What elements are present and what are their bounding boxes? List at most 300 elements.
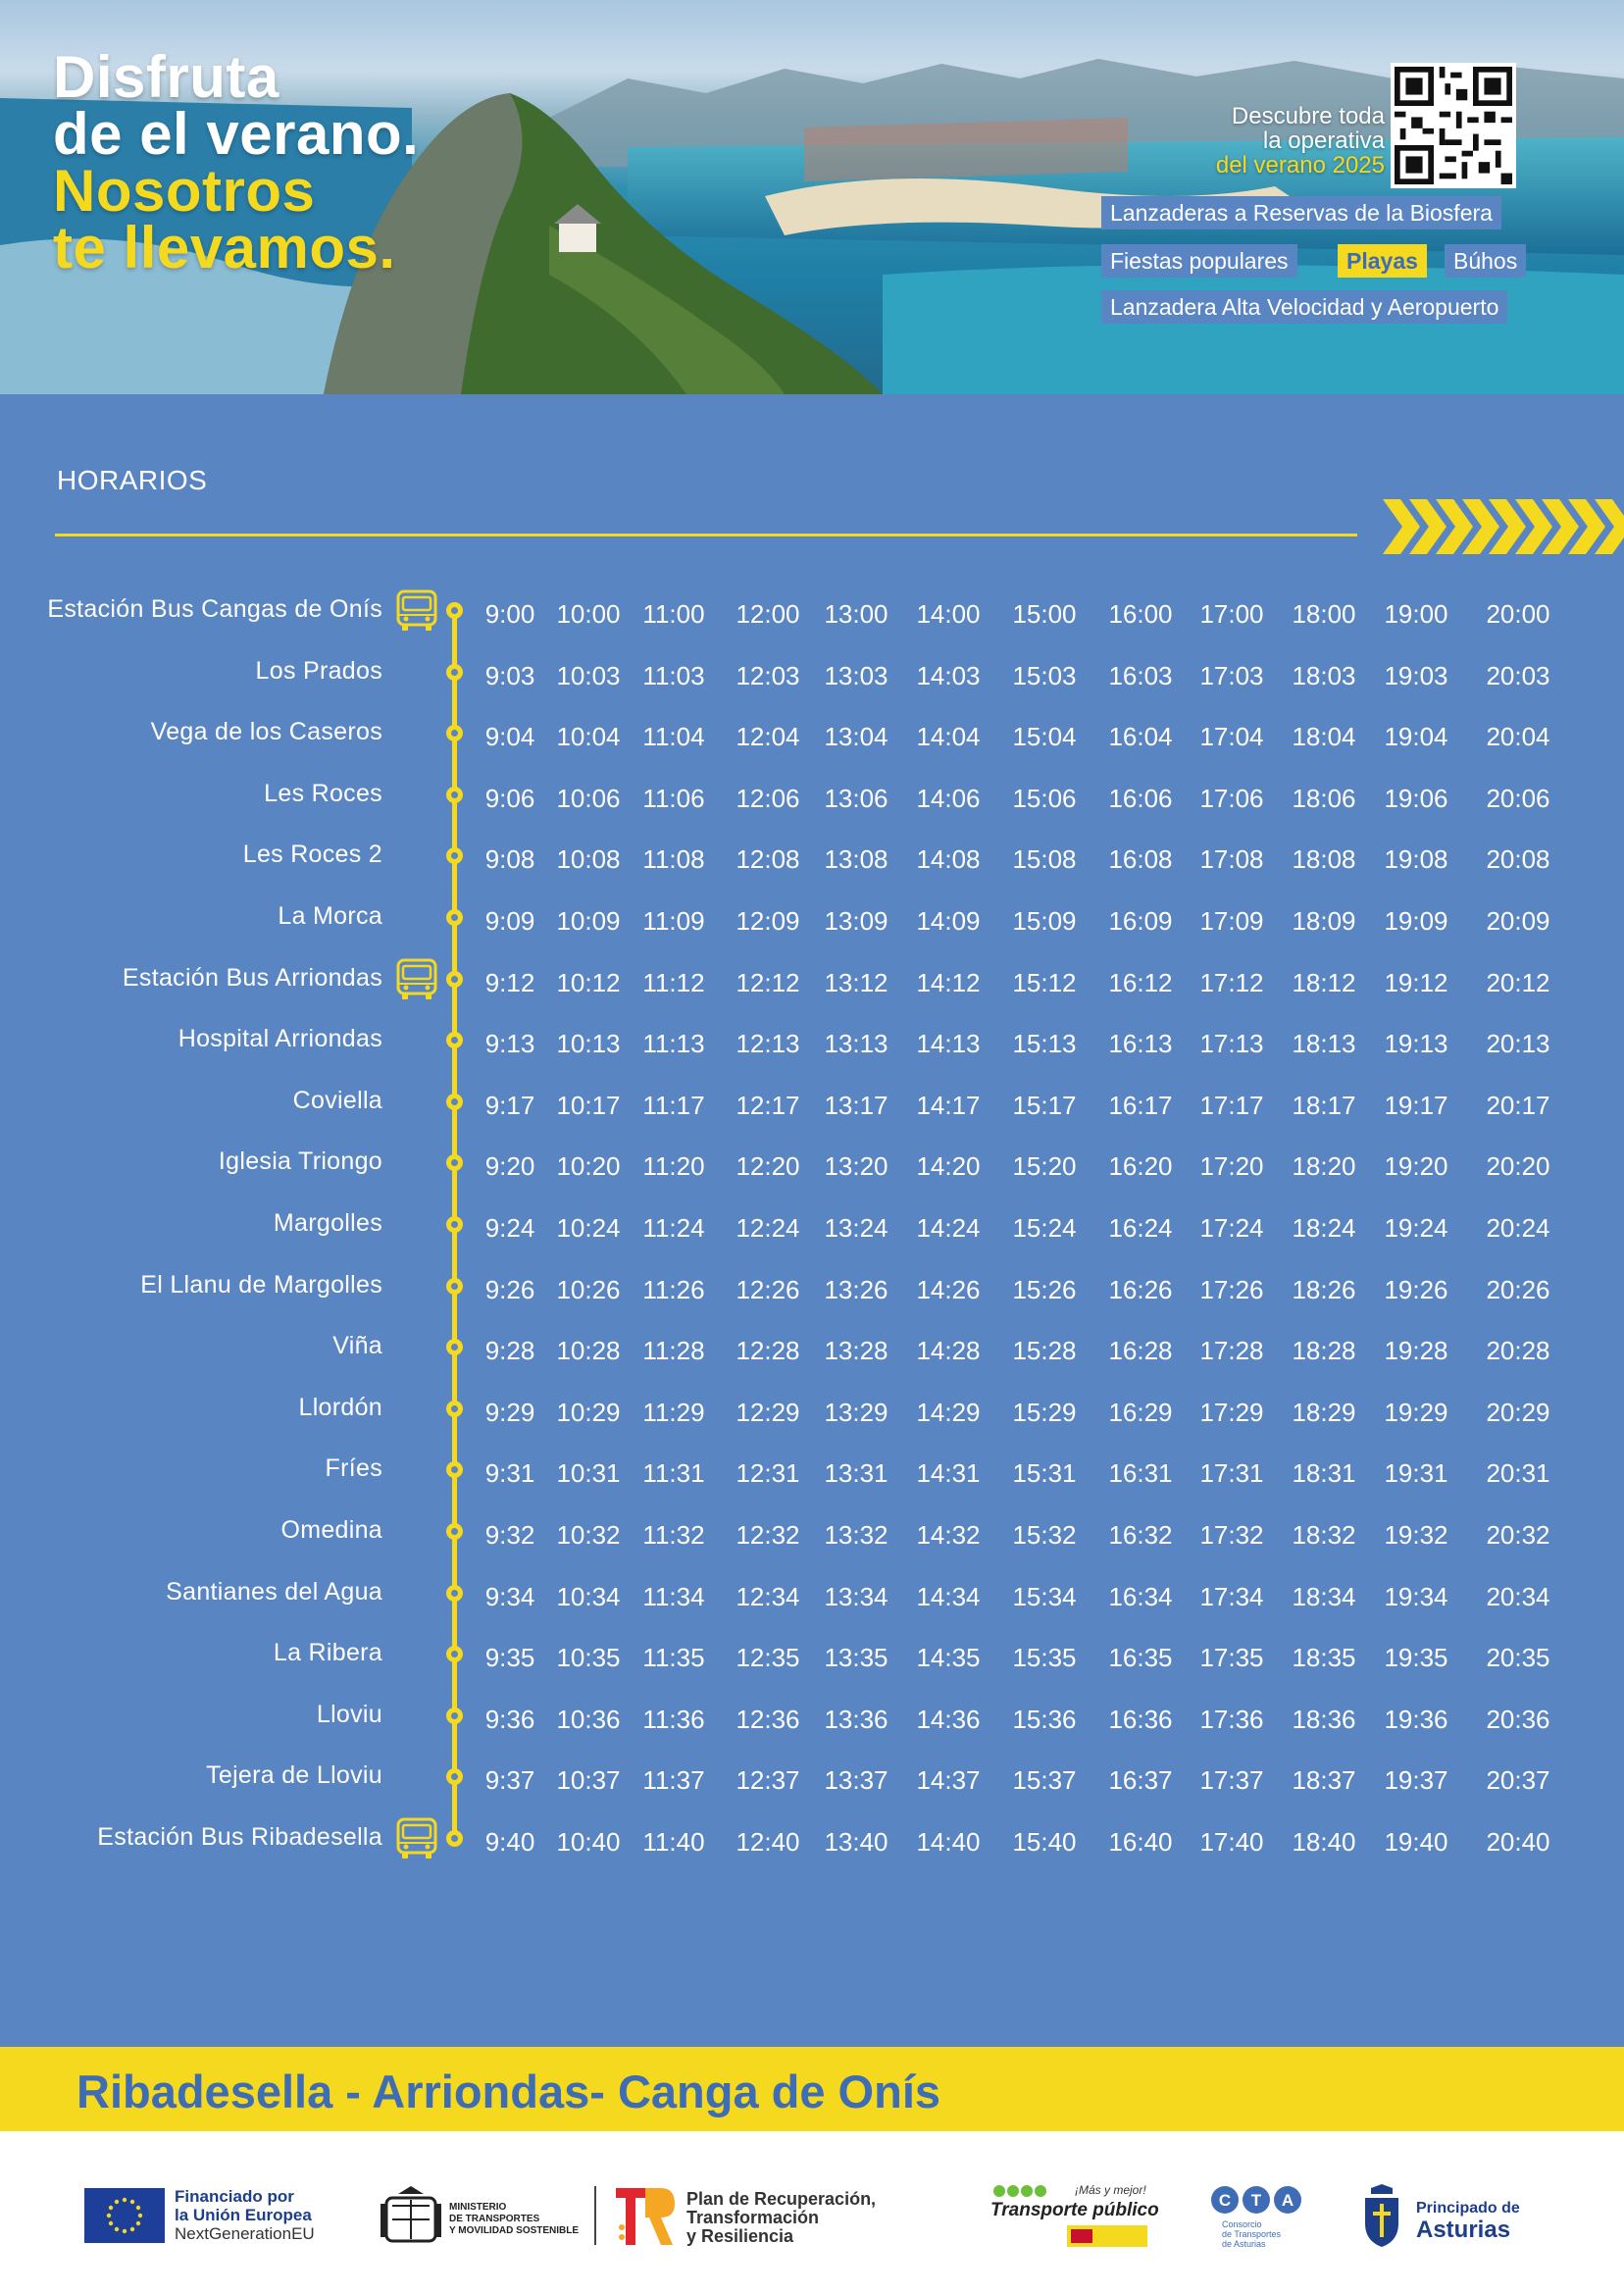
- route-title: Ribadesella - Arriondas- Canga de Onís: [76, 2065, 941, 2117]
- sponsor-logos: [0, 2131, 1624, 2294]
- departure-time: 17:29: [1199, 1397, 1264, 1427]
- departure-time: 9:20: [484, 1151, 535, 1182]
- departure-time: 18:26: [1292, 1274, 1356, 1304]
- link-lanzadera-alta-velocidad[interactable]: Lanzadera Alta Velocidad y Aeropuerto: [1101, 290, 1507, 324]
- departure-time: 9:36: [484, 1704, 535, 1734]
- qr-code-icon[interactable]: [1391, 63, 1516, 188]
- departure-time: 9:04: [484, 722, 535, 752]
- departure-time: 14:29: [916, 1397, 981, 1427]
- departure-time: 11:08: [642, 844, 705, 875]
- link-fiestas-populares[interactable]: Fiestas populares: [1101, 244, 1297, 278]
- departure-time: 19:34: [1384, 1581, 1448, 1611]
- stop-name: Estación Bus Cangas de Onís: [47, 595, 382, 623]
- departure-time: 12:24: [736, 1213, 800, 1243]
- departure-time: 20:37: [1486, 1765, 1550, 1796]
- departure-time: 18:06: [1292, 783, 1356, 813]
- departure-time: 14:26: [916, 1274, 981, 1304]
- section-title: HORARIOS: [57, 465, 208, 495]
- departure-time: 16:20: [1108, 1151, 1173, 1182]
- departure-time: 20:31: [1486, 1458, 1550, 1489]
- plan-line2: Transformación: [686, 2208, 820, 2227]
- ministerio-line3: Y MOVILIDAD SOSTENIBLE: [449, 2225, 580, 2236]
- departure-time: 16:00: [1108, 599, 1173, 629]
- departure-time: 11:04: [642, 722, 705, 752]
- link-reservas-biosfera[interactable]: Lanzaderas a Reservas de la Biosfera: [1101, 196, 1501, 229]
- departure-time: 9:37: [484, 1765, 535, 1796]
- departure-time: 10:34: [556, 1581, 621, 1611]
- departure-time: 19:00: [1384, 599, 1448, 629]
- departure-time: 16:28: [1108, 1336, 1173, 1366]
- departure-time: 12:31: [736, 1458, 800, 1489]
- hero-title: [53, 44, 420, 280]
- departure-time: 19:03: [1384, 660, 1448, 690]
- departure-time: 15:37: [1012, 1765, 1077, 1796]
- departure-time: 10:13: [556, 1029, 621, 1059]
- stop-marker: [446, 1032, 463, 1048]
- departure-time: 15:13: [1012, 1029, 1077, 1059]
- departure-time: 11:20: [642, 1151, 705, 1182]
- departure-time: 16:26: [1108, 1274, 1173, 1304]
- departure-time: 12:00: [736, 599, 800, 629]
- departure-time: 10:09: [556, 906, 621, 936]
- departure-time: 13:24: [824, 1213, 888, 1243]
- cta-line1: Consorcio: [1222, 2219, 1262, 2229]
- departure-time: 19:12: [1384, 967, 1448, 997]
- departure-time: 13:28: [824, 1336, 888, 1366]
- transport-modes-icon: [992, 2184, 1071, 2198]
- departure-time: 18:36: [1292, 1704, 1356, 1734]
- departure-time: 16:08: [1108, 844, 1173, 875]
- departure-time: 17:31: [1199, 1458, 1264, 1489]
- departure-time: 14:36: [916, 1704, 981, 1734]
- stop-name: Vega de los Caseros: [150, 718, 382, 746]
- departure-time: 20:35: [1486, 1643, 1550, 1673]
- table-row: [0, 1332, 1624, 1393]
- table-row: [0, 1025, 1624, 1086]
- departure-time: 10:20: [556, 1151, 621, 1182]
- departure-time: 10:28: [556, 1336, 621, 1366]
- table-row: [0, 1087, 1624, 1147]
- ministerio-text: [449, 2202, 579, 2237]
- stop-name: La Ribera: [273, 1639, 382, 1667]
- table-row: [0, 1823, 1624, 1884]
- departure-time: 18:31: [1292, 1458, 1356, 1489]
- section-divider: [55, 534, 1357, 536]
- departure-time: 10:00: [556, 599, 621, 629]
- departure-time: 10:36: [556, 1704, 621, 1734]
- departure-time: 9:34: [484, 1581, 535, 1611]
- departure-time: 12:12: [736, 967, 800, 997]
- table-row: [0, 1701, 1624, 1761]
- departure-time: 16:06: [1108, 783, 1173, 813]
- departure-time: 14:13: [916, 1029, 981, 1059]
- departure-time: 20:03: [1486, 660, 1550, 690]
- departure-time: 16:40: [1108, 1827, 1173, 1857]
- tp-title: Transporte público: [990, 2200, 1159, 2220]
- departure-time: 14:40: [916, 1827, 981, 1857]
- stop-name: Coviella: [292, 1086, 382, 1114]
- plan-line3: y Resiliencia: [686, 2226, 794, 2246]
- hero-title-line1: Disfruta: [53, 44, 279, 110]
- departure-time: 14:37: [916, 1765, 981, 1796]
- departure-time: 17:35: [1199, 1643, 1264, 1673]
- departure-time: 12:26: [736, 1274, 800, 1304]
- departure-time: 14:08: [916, 844, 981, 875]
- qr-caption-line3: del verano 2025: [1215, 152, 1385, 178]
- asturias-coat-of-arms-icon: [1363, 2184, 1400, 2247]
- hero-title-line2: de el verano.: [53, 101, 420, 167]
- departure-time: 12:28: [736, 1336, 800, 1366]
- stop-name: Fríes: [325, 1454, 382, 1483]
- stop-marker: [446, 847, 463, 864]
- departure-time: 19:26: [1384, 1274, 1448, 1304]
- departure-time: 11:34: [642, 1581, 705, 1611]
- table-row: [0, 1147, 1624, 1208]
- departure-time: 9:35: [484, 1643, 535, 1673]
- departure-time: 11:03: [642, 660, 705, 690]
- departure-time: 15:28: [1012, 1336, 1077, 1366]
- departure-time: 18:00: [1292, 599, 1356, 629]
- departure-time: 10:29: [556, 1397, 621, 1427]
- departure-time: 20:08: [1486, 844, 1550, 875]
- stop-name: Viña: [332, 1332, 382, 1360]
- departure-time: 13:09: [824, 906, 888, 936]
- departure-time: 19:13: [1384, 1029, 1448, 1059]
- departure-time: 17:04: [1199, 722, 1264, 752]
- departure-time: 14:09: [916, 906, 981, 936]
- departure-time: 13:00: [824, 599, 888, 629]
- svg-text:T: T: [1250, 2191, 1262, 2210]
- departure-time: 20:34: [1486, 1581, 1550, 1611]
- stop-name: Omedina: [280, 1516, 382, 1544]
- departure-time: 20:24: [1486, 1213, 1550, 1243]
- cta-line3: de Asturias: [1222, 2239, 1266, 2249]
- departure-time: 10:37: [556, 1765, 621, 1796]
- departure-time: 20:36: [1486, 1704, 1550, 1734]
- stop-name: Los Prados: [255, 656, 382, 685]
- departure-time: 9:26: [484, 1274, 535, 1304]
- departure-time: 17:09: [1199, 906, 1264, 936]
- departure-time: 17:34: [1199, 1581, 1264, 1611]
- departure-time: 19:32: [1384, 1520, 1448, 1550]
- departure-time: 18:32: [1292, 1520, 1356, 1550]
- departure-time: 15:26: [1012, 1274, 1077, 1304]
- table-row: [0, 902, 1624, 963]
- stop-marker: [446, 1708, 463, 1724]
- plan-recuperacion-logo-icon: [616, 2188, 677, 2245]
- spain-gov-badge: [1067, 2225, 1147, 2247]
- departure-time: 18:29: [1292, 1397, 1356, 1427]
- stop-marker: [446, 1523, 463, 1540]
- departure-time: 16:32: [1108, 1520, 1173, 1550]
- stop-marker: [446, 971, 463, 988]
- departure-time: 13:35: [824, 1643, 888, 1673]
- eu-funding-text: [175, 2187, 315, 2243]
- departure-time: 13:08: [824, 844, 888, 875]
- departure-time: 12:34: [736, 1581, 800, 1611]
- departure-time: 17:00: [1199, 599, 1264, 629]
- departure-time: 15:40: [1012, 1827, 1077, 1857]
- departure-time: 10:04: [556, 722, 621, 752]
- departure-time: 17:13: [1199, 1029, 1264, 1059]
- departure-time: 20:12: [1486, 967, 1550, 997]
- departure-time: 11:32: [642, 1520, 705, 1550]
- departure-time: 18:08: [1292, 844, 1356, 875]
- departure-time: 12:20: [736, 1151, 800, 1182]
- departure-time: 13:17: [824, 1090, 888, 1120]
- stop-name: La Morca: [278, 902, 382, 930]
- departure-time: 10:35: [556, 1643, 621, 1673]
- stop-marker: [446, 1646, 463, 1662]
- departure-time: 20:40: [1486, 1827, 1550, 1857]
- bus-icon: [394, 588, 439, 634]
- departure-time: 18:09: [1292, 906, 1356, 936]
- departure-time: 9:40: [484, 1827, 535, 1857]
- tp-slogan: ¡Más y mejor!: [1075, 2183, 1146, 2197]
- departure-time: 17:17: [1199, 1090, 1264, 1120]
- departure-time: 19:31: [1384, 1458, 1448, 1489]
- hero-title-line4: te llevamos.: [53, 215, 396, 280]
- departure-time: 15:09: [1012, 906, 1077, 936]
- departure-time: 19:20: [1384, 1151, 1448, 1182]
- departure-time: 19:08: [1384, 844, 1448, 875]
- departure-time: 18:40: [1292, 1827, 1356, 1857]
- asturias-text: [1416, 2200, 1520, 2243]
- departure-time: 13:32: [824, 1520, 888, 1550]
- departure-time: 16:29: [1108, 1397, 1173, 1427]
- departure-time: 13:37: [824, 1765, 888, 1796]
- departure-time: 17:32: [1199, 1520, 1264, 1550]
- plan-text: [686, 2190, 876, 2246]
- departure-time: 17:24: [1199, 1213, 1264, 1243]
- ministerio-line1: MINISTERIO: [449, 2202, 507, 2213]
- departure-time: 16:35: [1108, 1643, 1173, 1673]
- stop-name: Hospital Arriondas: [178, 1025, 382, 1053]
- departure-time: 12:36: [736, 1704, 800, 1734]
- stop-marker: [446, 1401, 463, 1417]
- departure-time: 18:03: [1292, 660, 1356, 690]
- link-playas[interactable]: Playas: [1338, 244, 1427, 278]
- departure-time: 11:35: [642, 1643, 705, 1673]
- departure-time: 15:12: [1012, 967, 1077, 997]
- table-row: [0, 1271, 1624, 1332]
- stop-name: Margolles: [273, 1209, 382, 1237]
- qr-caption-line1: Descubre toda: [1231, 103, 1385, 129]
- departure-time: 14:31: [916, 1458, 981, 1489]
- departure-time: 17:12: [1199, 967, 1264, 997]
- table-row: [0, 595, 1624, 656]
- departure-time: 14:04: [916, 722, 981, 752]
- stop-marker: [446, 1830, 463, 1847]
- departure-time: 18:28: [1292, 1336, 1356, 1366]
- stop-name: Iglesia Triongo: [218, 1147, 382, 1176]
- table-row: [0, 1516, 1624, 1577]
- stop-name: Santianes del Agua: [166, 1577, 382, 1606]
- departure-time: 19:37: [1384, 1765, 1448, 1796]
- route-band: [0, 2047, 1624, 2131]
- stop-marker: [446, 1585, 463, 1602]
- departure-time: 10:32: [556, 1520, 621, 1550]
- departure-time: 20:17: [1486, 1090, 1550, 1120]
- stop-marker: [446, 664, 463, 681]
- departure-time: 12:40: [736, 1827, 800, 1857]
- departure-time: 12:35: [736, 1643, 800, 1673]
- departure-time: 13:29: [824, 1397, 888, 1427]
- stop-marker: [446, 1461, 463, 1478]
- departure-time: 20:13: [1486, 1029, 1550, 1059]
- departure-time: 14:34: [916, 1581, 981, 1611]
- departure-time: 15:29: [1012, 1397, 1077, 1427]
- departure-time: 9:28: [484, 1336, 535, 1366]
- departure-time: 14:20: [916, 1151, 981, 1182]
- departure-time: 19:35: [1384, 1643, 1448, 1673]
- departure-time: 16:36: [1108, 1704, 1173, 1734]
- qr-caption: [1216, 104, 1385, 178]
- departure-time: 11:31: [642, 1458, 705, 1489]
- departure-time: 14:03: [916, 660, 981, 690]
- departure-time: 17:40: [1199, 1827, 1264, 1857]
- departure-time: 20:06: [1486, 783, 1550, 813]
- departure-time: 12:17: [736, 1090, 800, 1120]
- departure-time: 11:24: [642, 1213, 705, 1243]
- table-row: [0, 964, 1624, 1025]
- departure-time: 18:13: [1292, 1029, 1356, 1059]
- departure-time: 19:36: [1384, 1704, 1448, 1734]
- departure-time: 15:03: [1012, 660, 1077, 690]
- stop-name: Llordón: [298, 1393, 382, 1421]
- hero-title-line3: Nosotros: [53, 158, 316, 224]
- departure-time: 17:36: [1199, 1704, 1264, 1734]
- departure-time: 13:06: [824, 783, 888, 813]
- departure-time: 10:06: [556, 783, 621, 813]
- stop-name: Tejera de Lloviu: [206, 1761, 382, 1790]
- stop-marker: [446, 602, 463, 619]
- departure-time: 15:36: [1012, 1704, 1077, 1734]
- eu-flag-icon: [84, 2188, 165, 2243]
- departure-time: 20:29: [1486, 1397, 1550, 1427]
- departure-time: 10:03: [556, 660, 621, 690]
- departure-time: 11:26: [642, 1274, 705, 1304]
- bus-icon: [394, 1816, 439, 1861]
- stop-name: Estación Bus Ribadesella: [97, 1823, 382, 1851]
- departure-time: 9:24: [484, 1213, 535, 1243]
- departure-time: 19:04: [1384, 722, 1448, 752]
- departure-time: 18:20: [1292, 1151, 1356, 1182]
- departure-time: 13:20: [824, 1151, 888, 1182]
- departure-time: 14:06: [916, 783, 981, 813]
- table-row: [0, 841, 1624, 901]
- stop-marker: [446, 1278, 463, 1295]
- departure-time: 13:12: [824, 967, 888, 997]
- departure-time: 17:26: [1199, 1274, 1264, 1304]
- departure-time: 20:32: [1486, 1520, 1550, 1550]
- departure-time: 14:12: [916, 967, 981, 997]
- departure-time: 15:31: [1012, 1458, 1077, 1489]
- departure-time: 10:17: [556, 1090, 621, 1120]
- stop-marker: [446, 909, 463, 926]
- departure-time: 15:06: [1012, 783, 1077, 813]
- chevron-arrows-icon: [1383, 499, 1624, 554]
- departure-time: 18:35: [1292, 1643, 1356, 1673]
- stop-name: Les Roces 2: [242, 841, 382, 869]
- departure-time: 12:08: [736, 844, 800, 875]
- departure-time: 14:00: [916, 599, 981, 629]
- departure-time: 10:31: [556, 1458, 621, 1489]
- departure-time: 12:37: [736, 1765, 800, 1796]
- departure-time: 20:26: [1486, 1274, 1550, 1304]
- departure-time: 11:28: [642, 1336, 705, 1366]
- table-row: [0, 1639, 1624, 1700]
- departure-time: 14:28: [916, 1336, 981, 1366]
- departure-time: 16:37: [1108, 1765, 1173, 1796]
- plan-line1: Plan de Recuperación,: [686, 2189, 877, 2209]
- stop-marker: [446, 725, 463, 741]
- departure-time: 18:37: [1292, 1765, 1356, 1796]
- departure-time: 11:00: [642, 599, 705, 629]
- departure-time: 19:40: [1384, 1827, 1448, 1857]
- departure-time: 14:17: [916, 1090, 981, 1120]
- stop-marker: [446, 1154, 463, 1171]
- asturias-line1: Principado de: [1416, 2200, 1520, 2217]
- departure-time: 10:40: [556, 1827, 621, 1857]
- svg-text:C: C: [1218, 2191, 1232, 2210]
- departure-time: 19:09: [1384, 906, 1448, 936]
- departure-time: 11:06: [642, 783, 705, 813]
- svg-text:A: A: [1281, 2191, 1294, 2210]
- stop-name: El Llanu de Margolles: [140, 1270, 382, 1299]
- departure-time: 12:29: [736, 1397, 800, 1427]
- departure-time: 11:40: [642, 1827, 705, 1857]
- departure-time: 15:00: [1012, 599, 1077, 629]
- asturias-line2: Asturias: [1416, 2217, 1511, 2243]
- departure-time: 15:08: [1012, 844, 1077, 875]
- stop-marker: [446, 1339, 463, 1355]
- departure-time: 12:04: [736, 722, 800, 752]
- departure-time: 13:31: [824, 1458, 888, 1489]
- logo-divider: [594, 2186, 596, 2245]
- table-row: [0, 1578, 1624, 1639]
- departure-time: 12:03: [736, 660, 800, 690]
- table-row: [0, 1209, 1624, 1270]
- departure-time: 16:04: [1108, 722, 1173, 752]
- departure-time: 18:12: [1292, 967, 1356, 997]
- departure-time: 20:04: [1486, 722, 1550, 752]
- departure-time: 9:06: [484, 783, 535, 813]
- departure-time: 11:37: [642, 1765, 705, 1796]
- stop-marker: [446, 787, 463, 803]
- link-buhos[interactable]: Búhos: [1445, 244, 1526, 278]
- departure-time: 11:36: [642, 1704, 705, 1734]
- departure-time: 14:24: [916, 1213, 981, 1243]
- departure-time: 10:24: [556, 1213, 621, 1243]
- departure-time: 10:12: [556, 967, 621, 997]
- departure-time: 13:40: [824, 1827, 888, 1857]
- departure-time: 10:26: [556, 1274, 621, 1304]
- departure-time: 16:09: [1108, 906, 1173, 936]
- hero-banner: [0, 0, 1624, 394]
- departure-time: 17:28: [1199, 1336, 1264, 1366]
- departure-time: 17:20: [1199, 1151, 1264, 1182]
- departure-time: 12:09: [736, 906, 800, 936]
- departure-time: 13:26: [824, 1274, 888, 1304]
- stop-name: Les Roces: [264, 779, 382, 807]
- departure-time: 20:00: [1486, 599, 1550, 629]
- table-row: [0, 1454, 1624, 1515]
- departure-time: 9:17: [484, 1090, 535, 1120]
- departure-time: 15:20: [1012, 1151, 1077, 1182]
- stop-marker: [446, 1768, 463, 1785]
- departure-time: 16:03: [1108, 660, 1173, 690]
